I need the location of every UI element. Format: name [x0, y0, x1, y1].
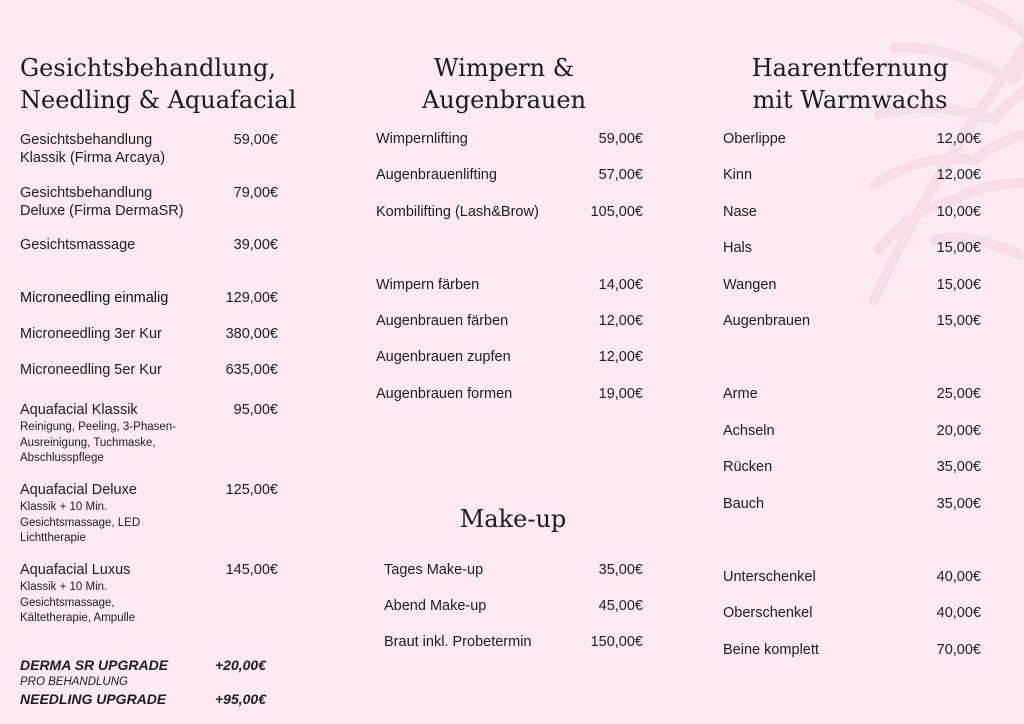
service-name: Aquafacial Klassik Reinigung, Peeling, 3-Phasen- Ausreinigung, Tuchmaske, Abschlusspflege	[20, 401, 176, 467]
needling-upgrade-price: +95,00€	[215, 691, 266, 707]
service-name: Achseln	[723, 423, 775, 439]
service-price: 45,00€	[598, 598, 643, 614]
service-name: Augenbrauen	[723, 313, 811, 329]
service-name: Beine komplett	[723, 642, 819, 658]
service-price: 95,00€	[233, 402, 278, 418]
per-treatment-note: PRO BEHANDLUNG	[20, 676, 128, 688]
service-name: Gesichtsmassage	[20, 237, 136, 253]
service-price: 15,00€	[936, 313, 981, 329]
lashes-title-line-1: Wimpern &	[433, 54, 575, 82]
service-price: 57,00€	[598, 167, 643, 183]
service-price: 25,00€	[936, 386, 981, 402]
service-name: Wimpern färben	[376, 277, 480, 293]
service-price: 105,00€	[590, 204, 643, 220]
derma-upgrade-price: +20,00€	[215, 657, 266, 673]
derma-upgrade-label: DERMA SR UPGRADE	[20, 657, 169, 673]
service-name: Microneedling 5er Kur	[20, 362, 162, 378]
service-description: Klassik + 10 Min. Gesichtsmassage, LED Lichttherapie	[20, 501, 141, 544]
makeup-section-title: Make-up	[459, 505, 567, 533]
service-price: 15,00€	[936, 277, 981, 293]
service-name: Tages Make-up	[384, 562, 484, 578]
service-price: 12,00€	[598, 313, 643, 329]
service-price: 19,00€	[598, 386, 643, 402]
service-name: Nase	[723, 204, 757, 220]
lashes-section-title	[370, 52, 638, 116]
service-name: Microneedling einmalig	[20, 290, 169, 306]
service-name: Unterschenkel	[723, 569, 816, 585]
service-name: Arme	[723, 386, 758, 402]
service-price: 380,00€	[225, 326, 278, 342]
service-name: Abend Make-up	[384, 598, 487, 614]
service-name: Wangen	[723, 277, 777, 293]
service-name: Augenbrauen zupfen	[376, 349, 511, 365]
service-price: 125,00€	[225, 482, 278, 498]
service-price: 20,00€	[936, 423, 981, 439]
service-price: 39,00€	[233, 237, 278, 253]
service-name: Augenbrauen formen	[376, 386, 513, 402]
service-price: 59,00€	[598, 131, 643, 147]
service-price: 15,00€	[936, 240, 981, 256]
service-price: 40,00€	[936, 569, 981, 585]
service-price: 35,00€	[598, 562, 643, 578]
service-price: 150,00€	[590, 634, 643, 650]
service-price: 12,00€	[936, 131, 981, 147]
service-price: 35,00€	[936, 496, 981, 512]
waxing-title-line-2: mit Warmwachs	[752, 86, 948, 114]
service-name: Gesichtsbehandlung Deluxe (Firma DermaSR)	[20, 185, 184, 219]
service-price: 70,00€	[936, 642, 981, 658]
service-price: 59,00€	[233, 132, 278, 148]
service-name: Aquafacial Luxus Klassik + 10 Min. Gesichtsmassage, Kältetherapie, Ampulle	[20, 561, 135, 627]
service-name: Bauch	[723, 496, 765, 512]
service-name: Aquafacial Deluxe Klassik + 10 Min. Gesichtsmassage, LED Lichttherapie	[20, 481, 140, 547]
service-name: Augenbrauen färben	[376, 313, 509, 329]
service-name: Kombilifting (Lash&Brow)	[376, 204, 539, 220]
service-price: 12,00€	[936, 167, 981, 183]
service-name: Augenbrauenlifting	[376, 167, 497, 183]
service-description: Klassik + 10 Min. Gesichtsmassage, Kältetherapie, Ampulle	[20, 581, 136, 624]
service-price: 40,00€	[936, 605, 981, 621]
waxing-section-title	[715, 52, 985, 116]
service-price: 12,00€	[598, 349, 643, 365]
service-description: Reinigung, Peeling, 3-Phasen- Ausreinigung, Tuchmaske, Abschlusspflege	[20, 421, 176, 464]
service-name: Braut inkl. Probetermin	[384, 634, 532, 650]
service-name: Gesichtsbehandlung Klassik (Firma Arcaya)	[20, 132, 166, 166]
service-name: Rücken	[723, 459, 773, 475]
service-name: Oberlippe	[723, 131, 786, 147]
service-name: Kinn	[723, 167, 753, 183]
service-price: 14,00€	[598, 277, 643, 293]
service-price: 129,00€	[225, 290, 278, 306]
lashes-title-line-2: Augenbrauen	[421, 86, 587, 114]
needling-upgrade-label: NEEDLING UPGRADE	[20, 691, 167, 707]
waxing-title-line-1: Haarentfernung	[751, 54, 949, 82]
facial-section-title	[20, 52, 296, 116]
service-price: 635,00€	[225, 362, 278, 378]
service-name: Microneedling 3er Kur	[20, 326, 162, 342]
service-price: 10,00€	[936, 204, 981, 220]
service-price: 35,00€	[936, 459, 981, 475]
service-price: 79,00€	[233, 185, 278, 201]
service-price: 145,00€	[225, 562, 278, 578]
service-name: Wimpernlifting	[376, 131, 468, 147]
facial-title-line-2: Needling & Aquafacial	[20, 86, 297, 114]
facial-title-line-1: Gesichtsbehandlung,	[20, 54, 276, 82]
service-name: Oberschenkel	[723, 605, 813, 621]
service-name: Hals	[723, 240, 753, 256]
